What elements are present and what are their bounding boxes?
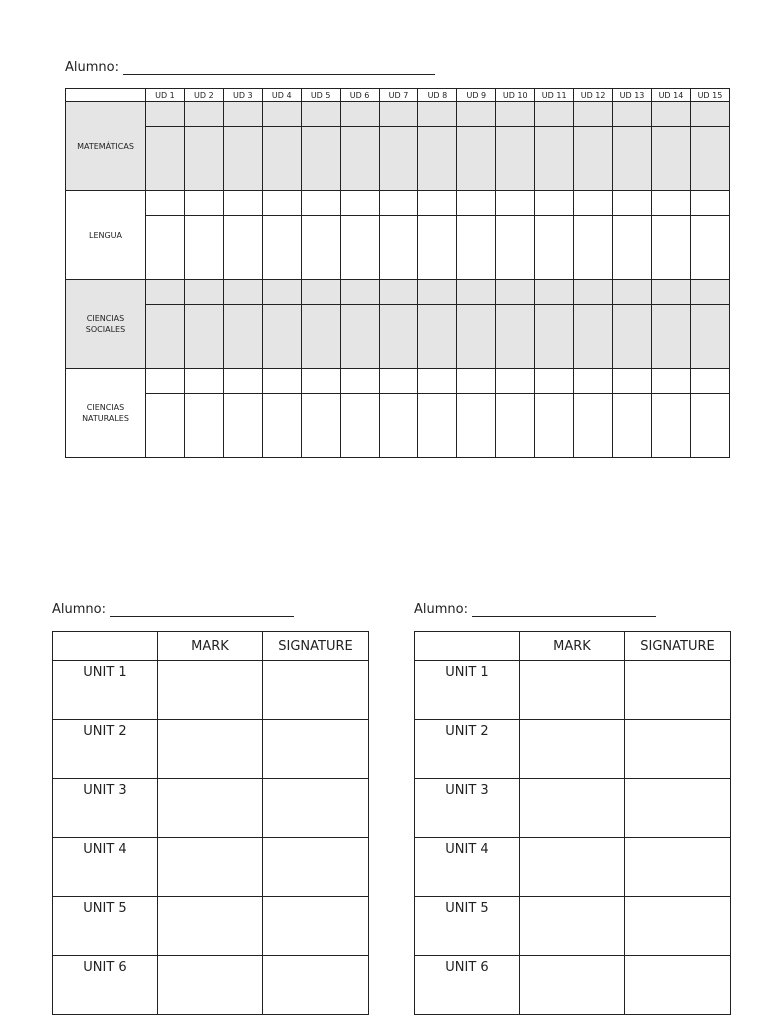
grid-col-header: UD 5 xyxy=(301,89,340,102)
grade-cell[interactable] xyxy=(184,280,223,305)
signature-header: SIGNATURE xyxy=(263,632,369,661)
subject-row xyxy=(66,216,730,280)
notes-cell[interactable] xyxy=(301,305,340,369)
notes-cell[interactable] xyxy=(146,216,185,280)
subject-label: LENGUA xyxy=(66,191,146,280)
grade-cell[interactable] xyxy=(146,191,185,216)
signature-cell[interactable] xyxy=(263,661,369,720)
grade-cell[interactable] xyxy=(301,102,340,127)
notes-cell[interactable] xyxy=(574,305,613,369)
unit-label: UNIT 3 xyxy=(415,779,520,838)
notes-cell[interactable] xyxy=(535,216,574,280)
grid-col-header: UD 10 xyxy=(496,89,535,102)
notes-cell[interactable] xyxy=(613,305,652,369)
signature-cell[interactable] xyxy=(625,779,731,838)
notes-cell[interactable] xyxy=(184,216,223,280)
grid-header-row xyxy=(66,89,730,102)
notes-cell[interactable] xyxy=(457,394,496,458)
unit-row xyxy=(53,897,369,956)
grade-cell[interactable] xyxy=(651,191,690,216)
card-1-student-blank[interactable] xyxy=(110,604,294,617)
unit-row xyxy=(53,779,369,838)
grade-cell[interactable] xyxy=(690,191,729,216)
grade-cell[interactable] xyxy=(613,280,652,305)
notes-cell[interactable] xyxy=(301,216,340,280)
student-name-blank[interactable] xyxy=(123,62,435,75)
grade-cell[interactable] xyxy=(301,280,340,305)
grade-cell[interactable] xyxy=(184,191,223,216)
signature-cell[interactable] xyxy=(263,779,369,838)
grade-cell[interactable] xyxy=(457,102,496,127)
card-2-marks-table xyxy=(414,631,731,1015)
grade-cell[interactable] xyxy=(535,102,574,127)
notes-cell[interactable] xyxy=(574,394,613,458)
grid-col-header: UD 15 xyxy=(690,89,729,102)
unit-label: UNIT 6 xyxy=(415,956,520,1015)
unit-row xyxy=(415,779,731,838)
notes-cell[interactable] xyxy=(146,127,185,191)
mark-cell[interactable] xyxy=(520,779,625,838)
grade-cell[interactable] xyxy=(146,280,185,305)
grade-cell[interactable] xyxy=(184,369,223,394)
grade-cell[interactable] xyxy=(574,369,613,394)
subject-row xyxy=(66,394,730,458)
mark-cell[interactable] xyxy=(158,897,263,956)
notes-cell[interactable] xyxy=(379,305,418,369)
unit-label: UNIT 4 xyxy=(415,838,520,897)
grade-cell[interactable] xyxy=(301,369,340,394)
signature-cell[interactable] xyxy=(625,956,731,1015)
grid-col-header: UD 14 xyxy=(651,89,690,102)
notes-cell[interactable] xyxy=(340,216,379,280)
grade-cell[interactable] xyxy=(418,280,457,305)
grade-cell[interactable] xyxy=(651,369,690,394)
card-1-student-label: Alumno: xyxy=(52,602,106,617)
grade-cell[interactable] xyxy=(496,191,535,216)
notes-cell[interactable] xyxy=(690,394,729,458)
notes-cell[interactable] xyxy=(223,305,262,369)
mark-header: MARK xyxy=(158,632,263,661)
unit-row xyxy=(53,838,369,897)
grade-cell[interactable] xyxy=(496,369,535,394)
unit-row xyxy=(415,661,731,720)
grade-cell[interactable] xyxy=(690,102,729,127)
mark-cell[interactable] xyxy=(520,720,625,779)
signature-cell[interactable] xyxy=(263,897,369,956)
mark-cell[interactable] xyxy=(520,956,625,1015)
notes-cell[interactable] xyxy=(262,394,301,458)
notes-cell[interactable] xyxy=(496,394,535,458)
unit-row xyxy=(53,956,369,1015)
unit-label: UNIT 5 xyxy=(53,897,158,956)
subject-row xyxy=(66,127,730,191)
subjects-grid xyxy=(65,88,730,458)
grade-cell[interactable] xyxy=(379,102,418,127)
grade-cell[interactable] xyxy=(535,280,574,305)
card-2-student-blank[interactable] xyxy=(472,604,656,617)
grade-cell[interactable] xyxy=(340,191,379,216)
notes-cell[interactable] xyxy=(613,127,652,191)
signature-cell[interactable] xyxy=(263,956,369,1015)
mark-cell[interactable] xyxy=(520,661,625,720)
grade-cell[interactable] xyxy=(418,102,457,127)
grade-cell[interactable] xyxy=(651,102,690,127)
notes-cell[interactable] xyxy=(690,216,729,280)
grade-cell[interactable] xyxy=(457,369,496,394)
mark-cell[interactable] xyxy=(520,897,625,956)
grid-col-header: UD 3 xyxy=(223,89,262,102)
grade-cell[interactable] xyxy=(535,369,574,394)
grade-cell[interactable] xyxy=(418,369,457,394)
notes-cell[interactable] xyxy=(379,216,418,280)
notes-cell[interactable] xyxy=(184,394,223,458)
grid-col-header: UD 13 xyxy=(613,89,652,102)
unit-row xyxy=(53,720,369,779)
notes-cell[interactable] xyxy=(651,216,690,280)
notes-cell[interactable] xyxy=(340,305,379,369)
grade-cell[interactable] xyxy=(574,102,613,127)
unit-label: UNIT 3 xyxy=(53,779,158,838)
notes-cell[interactable] xyxy=(613,394,652,458)
notes-cell[interactable] xyxy=(418,305,457,369)
notes-cell[interactable] xyxy=(496,216,535,280)
subject-row xyxy=(66,369,730,394)
unit-label: UNIT 1 xyxy=(53,661,158,720)
notes-cell[interactable] xyxy=(651,305,690,369)
grade-cell[interactable] xyxy=(146,369,185,394)
notes-cell[interactable] xyxy=(457,127,496,191)
notes-cell[interactable] xyxy=(418,394,457,458)
subject-row xyxy=(66,191,730,216)
notes-cell[interactable] xyxy=(223,394,262,458)
grade-cell[interactable] xyxy=(262,280,301,305)
grade-cell[interactable] xyxy=(457,280,496,305)
student-label: Alumno: xyxy=(65,60,119,75)
grade-cell[interactable] xyxy=(223,102,262,127)
subject-row xyxy=(66,102,730,127)
unit-label: UNIT 2 xyxy=(415,720,520,779)
unit-row xyxy=(53,661,369,720)
grade-cell[interactable] xyxy=(340,102,379,127)
notes-cell[interactable] xyxy=(262,216,301,280)
student-name-line xyxy=(65,60,435,75)
signature-cell[interactable] xyxy=(625,661,731,720)
notes-cell[interactable] xyxy=(651,127,690,191)
grade-cell[interactable] xyxy=(690,280,729,305)
unit-row xyxy=(415,897,731,956)
grade-cell[interactable] xyxy=(379,191,418,216)
grade-cell[interactable] xyxy=(651,280,690,305)
notes-cell[interactable] xyxy=(535,305,574,369)
notes-cell[interactable] xyxy=(418,216,457,280)
notes-cell[interactable] xyxy=(574,216,613,280)
grade-cell[interactable] xyxy=(379,280,418,305)
mark-cell[interactable] xyxy=(158,720,263,779)
unit-label: UNIT 1 xyxy=(415,661,520,720)
grade-cell[interactable] xyxy=(223,191,262,216)
card-2-student-line xyxy=(414,602,656,617)
notes-cell[interactable] xyxy=(184,305,223,369)
mark-header: MARK xyxy=(520,632,625,661)
notes-cell[interactable] xyxy=(262,305,301,369)
subject-label: MATEMÁTICAS xyxy=(66,102,146,191)
grade-cell[interactable] xyxy=(418,191,457,216)
grade-cell[interactable] xyxy=(535,191,574,216)
card-2-student-label: Alumno: xyxy=(414,602,468,617)
notes-cell[interactable] xyxy=(301,394,340,458)
grid-col-header: UD 4 xyxy=(262,89,301,102)
notes-cell[interactable] xyxy=(301,127,340,191)
grid-col-header: UD 9 xyxy=(457,89,496,102)
grade-cell[interactable] xyxy=(223,369,262,394)
grade-cell[interactable] xyxy=(262,102,301,127)
grade-cell[interactable] xyxy=(262,369,301,394)
grade-cell[interactable] xyxy=(340,369,379,394)
notes-cell[interactable] xyxy=(146,305,185,369)
grade-cell[interactable] xyxy=(262,191,301,216)
subject-label: CIENCIAS SOCIALES xyxy=(66,280,146,369)
grade-cell[interactable] xyxy=(574,191,613,216)
grid-col-header: UD 6 xyxy=(340,89,379,102)
grade-cell[interactable] xyxy=(184,102,223,127)
signature-cell[interactable] xyxy=(625,838,731,897)
grade-cell[interactable] xyxy=(574,280,613,305)
grid-col-header: UD 7 xyxy=(379,89,418,102)
grade-cell[interactable] xyxy=(690,369,729,394)
mark-cell[interactable] xyxy=(158,956,263,1015)
notes-cell[interactable] xyxy=(535,394,574,458)
grid-col-header: UD 12 xyxy=(574,89,613,102)
notes-cell[interactable] xyxy=(146,394,185,458)
signature-cell[interactable] xyxy=(625,897,731,956)
mark-cell[interactable] xyxy=(158,838,263,897)
notes-cell[interactable] xyxy=(496,127,535,191)
grade-cell[interactable] xyxy=(146,102,185,127)
notes-cell[interactable] xyxy=(457,305,496,369)
notes-cell[interactable] xyxy=(613,216,652,280)
grade-cell[interactable] xyxy=(379,369,418,394)
notes-cell[interactable] xyxy=(457,216,496,280)
card-header-row xyxy=(415,632,731,661)
mark-cell[interactable] xyxy=(158,779,263,838)
notes-cell[interactable] xyxy=(651,394,690,458)
notes-cell[interactable] xyxy=(379,394,418,458)
unit-row xyxy=(415,838,731,897)
notes-cell[interactable] xyxy=(535,127,574,191)
subject-row xyxy=(66,280,730,305)
notes-cell[interactable] xyxy=(690,305,729,369)
grade-cell[interactable] xyxy=(496,102,535,127)
notes-cell[interactable] xyxy=(418,127,457,191)
grade-cell[interactable] xyxy=(223,280,262,305)
card-1-marks-table xyxy=(52,631,369,1015)
notes-cell[interactable] xyxy=(379,127,418,191)
card-corner-cell xyxy=(53,632,158,661)
grade-cell[interactable] xyxy=(457,191,496,216)
grid-col-header: UD 8 xyxy=(418,89,457,102)
signature-cell[interactable] xyxy=(263,720,369,779)
grade-cell[interactable] xyxy=(496,280,535,305)
grid-col-header: UD 2 xyxy=(184,89,223,102)
grade-cell[interactable] xyxy=(613,102,652,127)
notes-cell[interactable] xyxy=(223,216,262,280)
grade-cell[interactable] xyxy=(613,191,652,216)
notes-cell[interactable] xyxy=(340,127,379,191)
notes-cell[interactable] xyxy=(574,127,613,191)
subject-row xyxy=(66,305,730,369)
grid-corner-cell xyxy=(66,89,146,102)
signature-cell[interactable] xyxy=(625,720,731,779)
grid-col-header: UD 11 xyxy=(535,89,574,102)
subject-label: CIENCIAS NATURALES xyxy=(66,369,146,458)
grade-cell[interactable] xyxy=(340,280,379,305)
mark-cell[interactable] xyxy=(158,661,263,720)
signature-cell[interactable] xyxy=(263,838,369,897)
unit-label: UNIT 5 xyxy=(415,897,520,956)
unit-row xyxy=(415,956,731,1015)
notes-cell[interactable] xyxy=(690,127,729,191)
unit-label: UNIT 6 xyxy=(53,956,158,1015)
notes-cell[interactable] xyxy=(262,127,301,191)
card-corner-cell xyxy=(415,632,520,661)
card-1-student-line xyxy=(52,602,294,617)
notes-cell[interactable] xyxy=(340,394,379,458)
card-header-row xyxy=(53,632,369,661)
notes-cell[interactable] xyxy=(184,127,223,191)
grade-cell[interactable] xyxy=(613,369,652,394)
notes-cell[interactable] xyxy=(223,127,262,191)
unit-row xyxy=(415,720,731,779)
grid-col-header: UD 1 xyxy=(146,89,185,102)
unit-label: UNIT 4 xyxy=(53,838,158,897)
mark-cell[interactable] xyxy=(520,838,625,897)
signature-header: SIGNATURE xyxy=(625,632,731,661)
grade-cell[interactable] xyxy=(301,191,340,216)
unit-label: UNIT 2 xyxy=(53,720,158,779)
notes-cell[interactable] xyxy=(496,305,535,369)
